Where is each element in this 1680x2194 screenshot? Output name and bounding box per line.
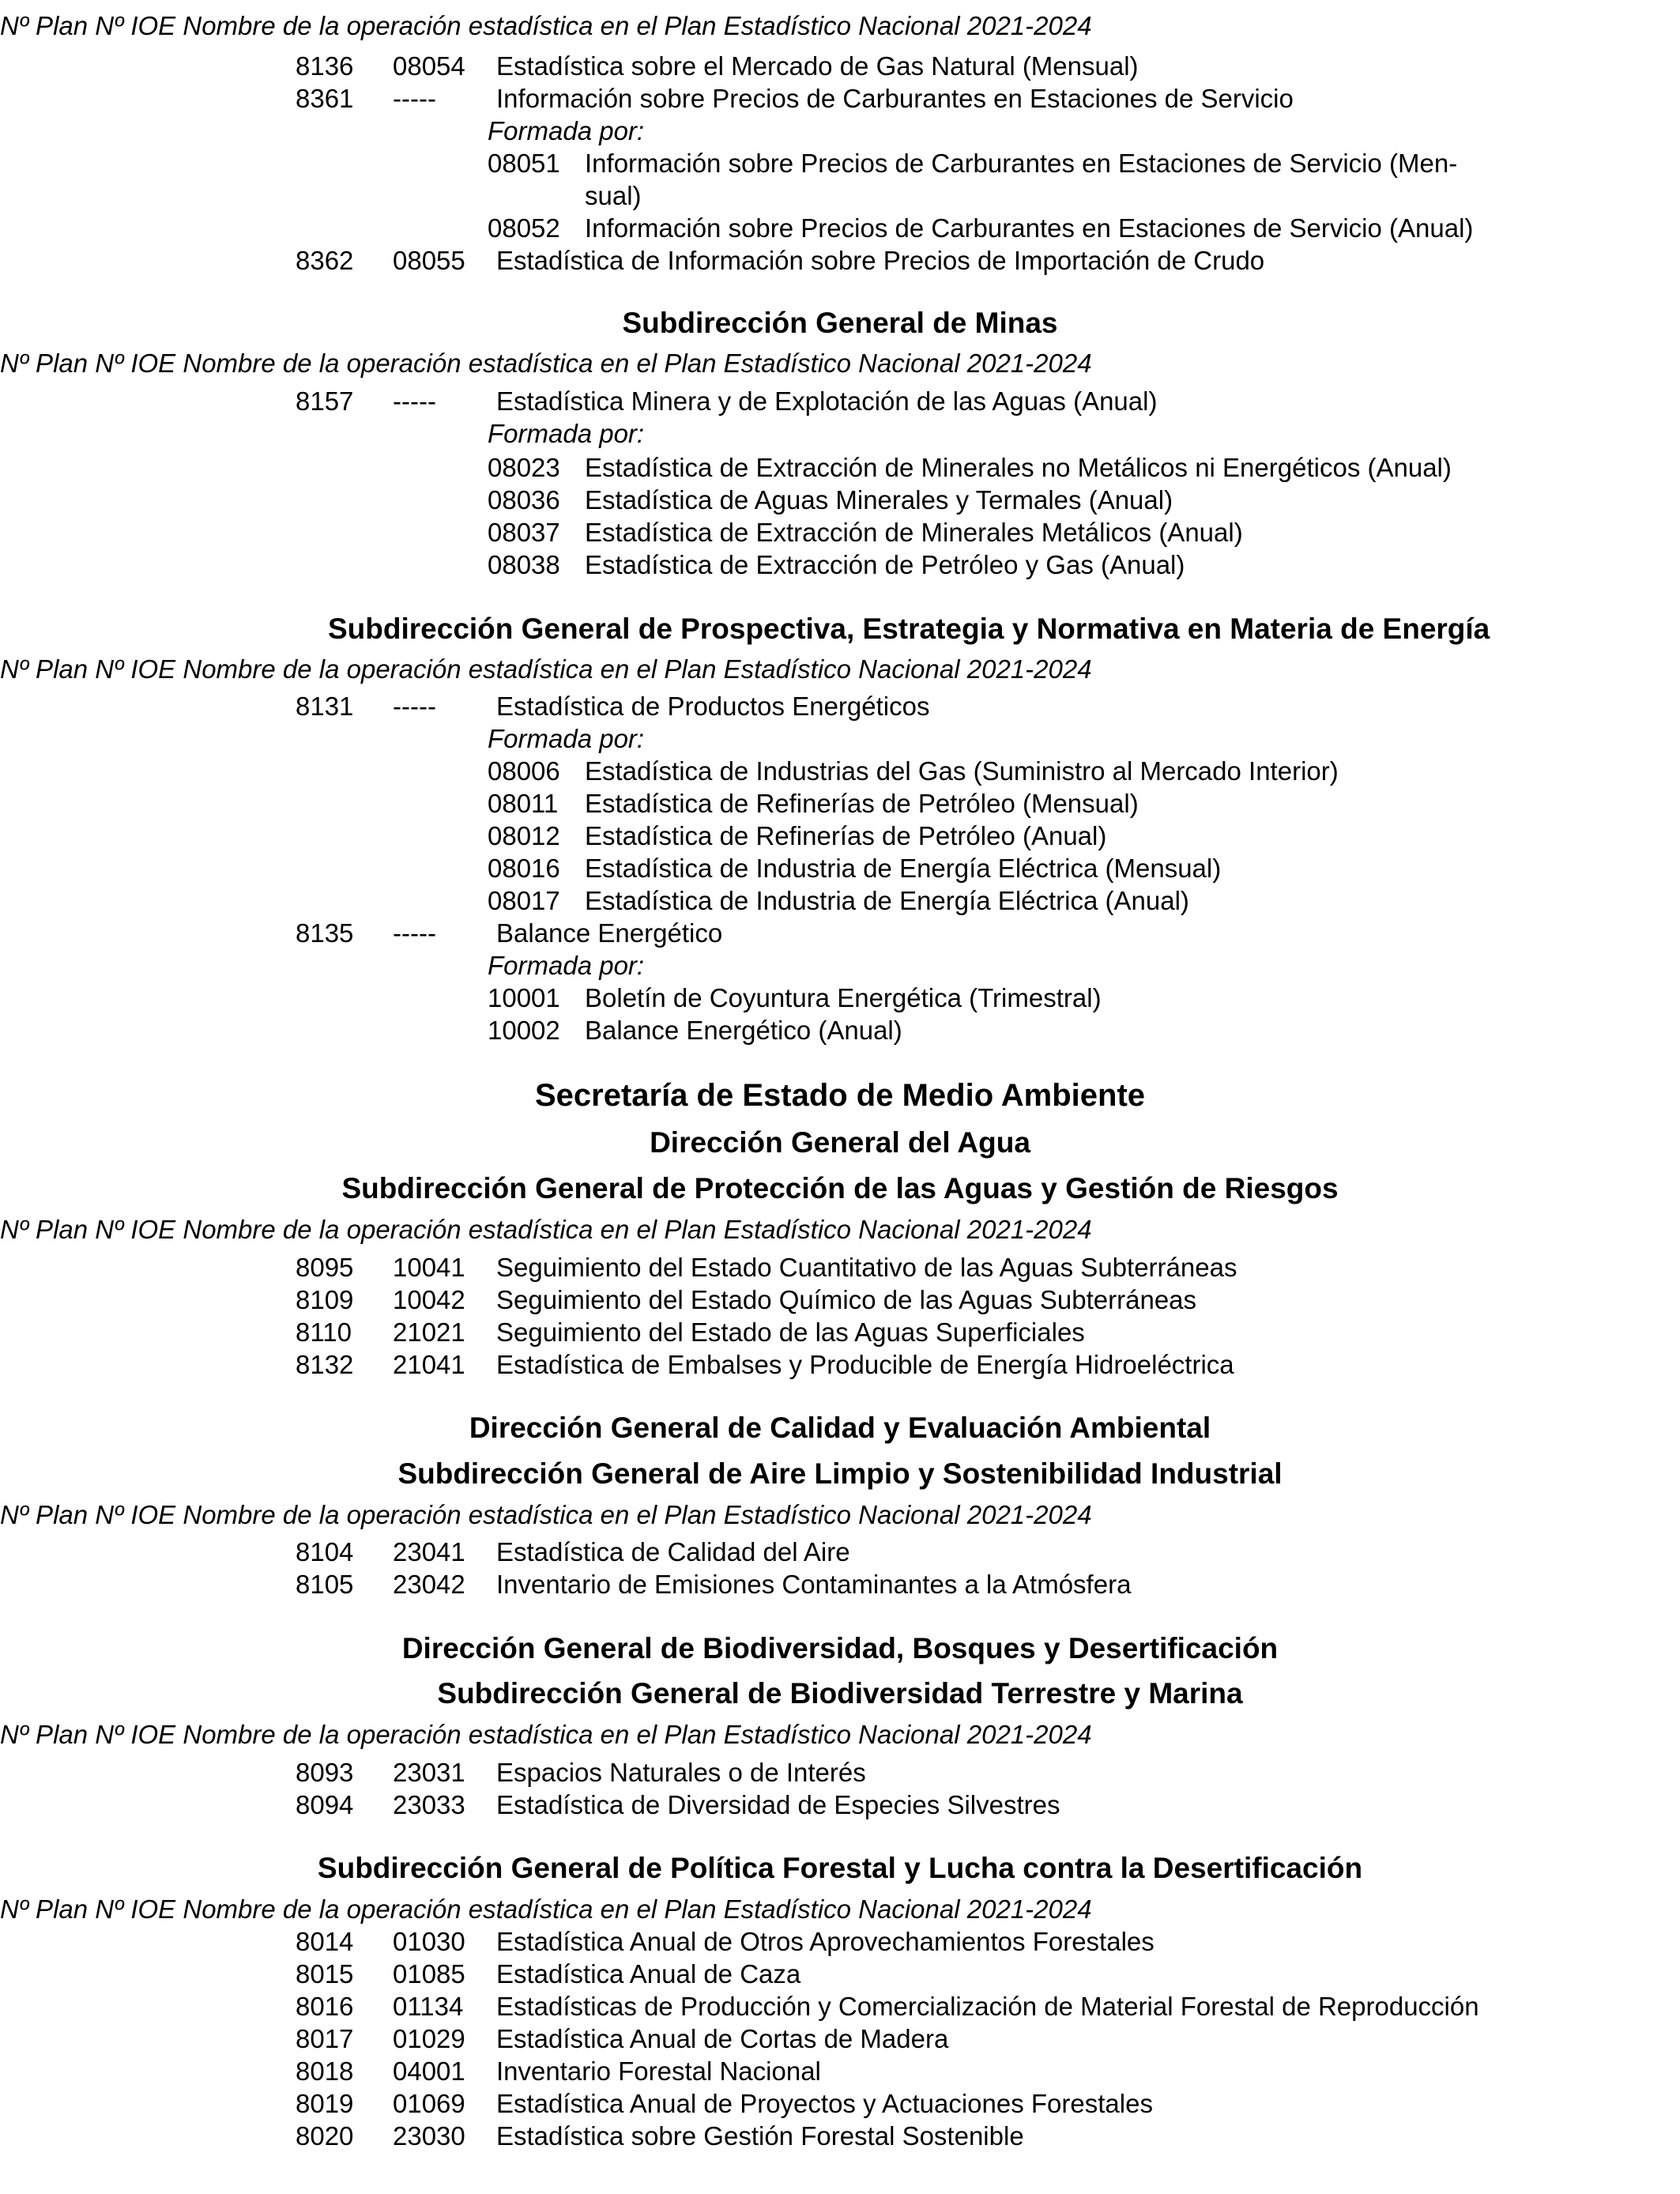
table-header: Nº Plan Nº IOE Nombre de la operación estadística en el Plan Estadístico Nacional 2021-2024 bbox=[0, 654, 1092, 684]
table-header: Nº Plan Nº IOE Nombre de la operación estadística en el Plan Estadístico Nacional 2021-2024 bbox=[0, 1894, 1092, 1924]
formada-label: Formada por: bbox=[488, 419, 645, 448]
direccion-heading: Dirección General de Calidad y Evaluación Ambiental bbox=[469, 1412, 1211, 1444]
section-heading: Subdirección General de Política Forestal y Lucha contra la Desertificación bbox=[317, 1852, 1363, 1884]
formada-label: Formada por: bbox=[488, 724, 645, 753]
direccion-heading: Dirección General del Agua bbox=[650, 1126, 1030, 1159]
secretaria-heading: Secretaría de Estado de Medio Ambiente bbox=[534, 1078, 1146, 1113]
section-heading: Subdirección General de Biodiversidad Terrestre y Marina bbox=[437, 1677, 1243, 1710]
header-ioe: Nº IOE bbox=[95, 11, 176, 40]
section-heading: Subdirección General de Aire Limpio y Sostenibilidad Industrial bbox=[397, 1457, 1283, 1490]
table-header bbox=[0, 13, 1092, 39]
document-page: Nº Plan Nº IOE Nombre de la operación estadística en el Plan Estadístico Nacional 2021-2024 8136 08054 Estadística sobre el Mercado de Gas Natural (Mensual) 8361 ----- Información sobre Precios de Carburantes en Estaciones de Servicio Formada por: 08051 Información sobre Precios de Carburantes en Estaciones de Servicio (Men- sual) 08052 Información sobre Precios de Carburantes en Estaciones de Servicio (Anual) 8362 08055 Estadística de Información sobre Precios de Importación de Crudo Subdirección General de Minas Nº Plan Nº IOE Nombre de la operación estadística en el Plan Estadístico Nacional 2021-2024 8157 ----- Estadística Minera y de Explotación de las Aguas (Anual) Formada por: 08023 Estadística de Extracción de Minerales no Metálicos ni Energéticos (Anual) 08036 Estadística de Aguas Minerales y Termales (Anual) 08037 Estadística de Extracción de Minerales Metálicos (Anual) 08038 Estadística de Extracción de Petróleo y Gas (Anual) Subdirección General de Prospectiva, Estrategia y Normativa en Materia de Energía Nº Plan Nº IOE Nombre de la operación estadística en el Plan Estadístico Nacional 2021-2024 8131 ----- Estadística de Productos Energéticos Formada por: 08006 Estadística de Industrias del Gas (Suministro al Mercado Interior) 08011 Estadística de Refinerías de Petróleo (Mensual) 08012 Estadística de Refinerías de Petróleo (Anual) 08016 Estadística de Industria de Energía Eléctrica (Mensual) 08017 Estadística de Industria de Energía Eléctrica (Anual) 8135 ----- Balance Energético Formada por: 10001 Boletín de Coyuntura Energética (Trimestral) 10002 Balance Energético (Anual) Secretaría de Estado de Medio Ambiente Dirección General del Agua Subdirección General de Protección de las Aguas y Gestión de Riesgos Nº Plan Nº IOE Nombre de la operación estadística en el Plan Estadístico Nacional 2021-2024 8095 10041 Seguimiento del Estado Cuantitativo de las Aguas Subterráneas 8109 10042 Seguimiento del Estado Químico de las Aguas Subterráneas 8110 21021 Seguimiento del Estado de las Aguas Superficiales 8132 21041 Estadística de Embalses y Producible de Energía Hidroeléctrica Dirección General de Calidad y Evaluación Ambiental Subdirección General de Aire Limpio y Sostenibilidad Industrial Nº Plan Nº IOE Nombre de la operación estadística en el Plan Estadístico Nacional 2021-2024 8104 23041 Estadística de Calidad del Aire 8105 23042 Inventario de Emisiones Contaminantes a la Atmósfera Dirección General de Biodiversidad, Bosques y Desertificación Subdirección General de Biodiversidad Terrestre y Marina Nº Plan Nº IOE Nombre de la operación estadística en el Plan Estadístico Nacional 2021-2024 8093 23031 Espacios Naturales o de Interés 8094 23033 Estadística de Diversidad de Especies Silvestres Subdirección General de Política Forestal y Lucha contra la Desertificación Nº Plan Nº IOE Nombre de la operación estadística en el Plan Estadístico Nacional 2021-2024 8014 01030 Estadística Anual de Otros Aprovechamientos Forestales 8015 01085 Estadística Anual de Caza 8016 01134 Estadísticas de Producción y Comercialización de Material Forestal de Reproducción 8017 01029 Estadística Anual de Cortas de Madera 8018 04001 Inventario Forestal Nacional 8019 01069 Estadística Anual de Proyectos y Actuaciones Forestales 8020 23030 Estadística sobre Gestión Forestal Sostenible bbox=[0, 0, 1680, 2194]
section-heading: Subdirección General de Protección de las Aguas y Gestión de Riesgos bbox=[341, 1172, 1339, 1204]
section-heading: Subdirección General de Prospectiva, Estrategia y Normativa en Materia de Energía bbox=[328, 613, 1490, 645]
formada-label: Formada por: bbox=[488, 116, 645, 145]
table-header: Nº Plan Nº IOE Nombre de la operación estadística en el Plan Estadístico Nacional 2021-2024 bbox=[0, 349, 1092, 378]
header-name: Nombre de la operación estadística en el Plan Estadístico Nacional 2021-2024 bbox=[183, 11, 1092, 40]
table-header: Nº Plan Nº IOE Nombre de la operación estadística en el Plan Estadístico Nacional 2021-2024 bbox=[0, 1215, 1092, 1244]
formada-label: Formada por: bbox=[488, 951, 645, 980]
header-plan: Nº Plan bbox=[0, 11, 89, 40]
direccion-heading: Dirección General de Biodiversidad, Bosques y Desertificación bbox=[401, 1632, 1279, 1664]
table-header: Nº Plan Nº IOE Nombre de la operación estadística en el Plan Estadístico Nacional 2021-2024 bbox=[0, 1500, 1092, 1529]
table-header: Nº Plan Nº IOE Nombre de la operación estadística en el Plan Estadístico Nacional 2021-2024 bbox=[0, 1720, 1092, 1749]
section-heading: Subdirección General de Minas bbox=[622, 307, 1058, 339]
